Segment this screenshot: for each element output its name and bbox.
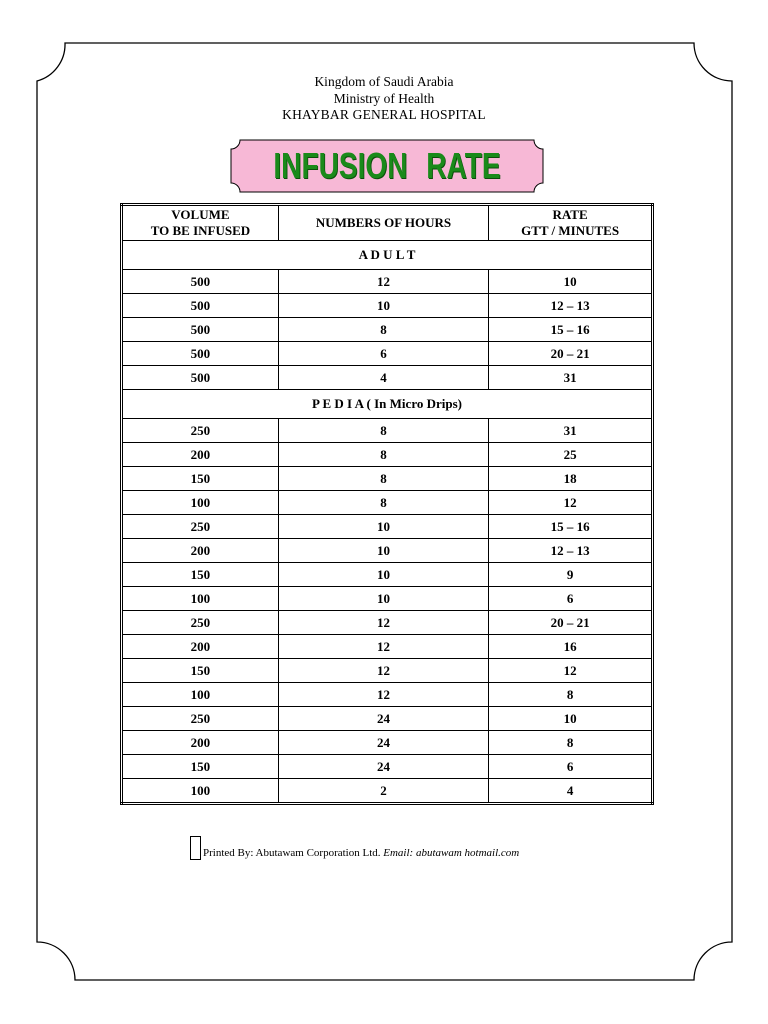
hours-cell: 24	[278, 707, 488, 731]
volume-cell: 200	[122, 635, 279, 659]
rate-cell: 6	[489, 755, 653, 779]
table-row	[122, 611, 653, 635]
hours-cell: 2	[278, 779, 488, 804]
table-row	[122, 515, 653, 539]
infusion-rate-table	[120, 203, 654, 805]
hours-cell: 12	[278, 683, 488, 707]
ministry-line: Ministry of Health	[333, 90, 435, 106]
hours-cell: 8	[278, 467, 488, 491]
rate-cell: 18	[489, 467, 653, 491]
volume-cell: 500	[122, 294, 279, 318]
table-row	[122, 270, 653, 294]
hours-cell: 8	[278, 318, 488, 342]
hours-cell: 12	[278, 659, 488, 683]
rate-cell: 15 – 16	[489, 515, 653, 539]
volume-cell: 100	[122, 587, 279, 611]
table-row	[122, 342, 653, 366]
table-row	[122, 491, 653, 515]
rate-cell: 8	[489, 683, 653, 707]
hours-cell: 10	[278, 539, 488, 563]
section-label-pedia: P E D I A ( In Micro Drips)	[122, 390, 653, 419]
hours-cell: 8	[278, 443, 488, 467]
hours-cell: 8	[278, 491, 488, 515]
rate-cell: 10	[489, 270, 653, 294]
volume-cell: 200	[122, 539, 279, 563]
rate-cell: 16	[489, 635, 653, 659]
table-row	[122, 443, 653, 467]
volume-cell: 500	[122, 270, 279, 294]
table-row	[122, 419, 653, 443]
section-row-adult	[122, 241, 653, 270]
volume-cell: 500	[122, 318, 279, 342]
document-header	[0, 74, 768, 124]
hours-cell: 12	[278, 635, 488, 659]
volume-cell: 150	[122, 563, 279, 587]
volume-cell: 500	[122, 366, 279, 390]
footer	[190, 836, 690, 860]
rate-cell: 12 – 13	[489, 294, 653, 318]
hospital-line: KHAYBAR GENERAL HOSPITAL	[282, 107, 486, 122]
table-row	[122, 467, 653, 491]
rate-cell: 31	[489, 366, 653, 390]
rate-cell: 25	[489, 443, 653, 467]
volume-cell: 250	[122, 419, 279, 443]
volume-cell: 200	[122, 443, 279, 467]
volume-cell: 150	[122, 467, 279, 491]
table-row	[122, 779, 653, 804]
rate-cell: 8	[489, 731, 653, 755]
email-text: Email: abutawam hotmail.com	[383, 847, 520, 859]
missing-glyph-icon	[190, 836, 201, 860]
table-row	[122, 563, 653, 587]
volume-cell: 150	[122, 755, 279, 779]
hours-cell: 10	[278, 294, 488, 318]
rate-cell: 20 – 21	[489, 611, 653, 635]
table-row	[122, 683, 653, 707]
rate-cell: 4	[489, 779, 653, 804]
table-header-row	[122, 205, 653, 241]
hours-cell: 10	[278, 515, 488, 539]
hours-cell: 6	[278, 342, 488, 366]
table-row	[122, 659, 653, 683]
hours-cell: 10	[278, 587, 488, 611]
rate-cell: 9	[489, 563, 653, 587]
hours-cell: 8	[278, 419, 488, 443]
table-row	[122, 731, 653, 755]
rate-cell: 12 – 13	[489, 539, 653, 563]
hours-cell: 24	[278, 755, 488, 779]
title-banner	[230, 139, 544, 193]
table-row	[122, 635, 653, 659]
rate-cell: 15 – 16	[489, 318, 653, 342]
section-label-adult: A D U L T	[122, 241, 653, 270]
column-header-rate: RATE GTT / MINUTES	[489, 205, 653, 241]
rate-cell: 6	[489, 587, 653, 611]
table-row	[122, 755, 653, 779]
table-row	[122, 294, 653, 318]
column-header-volume: VOLUME TO BE INFUSED	[122, 205, 279, 241]
volume-cell: 100	[122, 491, 279, 515]
printed-by-text: Printed By: Abutawam Corporation Ltd.	[203, 847, 381, 859]
column-header-hours: NUMBERS OF HOURS	[278, 205, 488, 241]
table-row	[122, 539, 653, 563]
volume-cell: 200	[122, 731, 279, 755]
country-line: Kingdom of Saudi Arabia	[314, 74, 454, 89]
hours-cell: 4	[278, 366, 488, 390]
table-row	[122, 318, 653, 342]
table-row	[122, 366, 653, 390]
volume-cell: 250	[122, 515, 279, 539]
volume-cell: 250	[122, 611, 279, 635]
hours-cell: 12	[278, 611, 488, 635]
volume-cell: 100	[122, 779, 279, 804]
hours-cell: 10	[278, 563, 488, 587]
rate-cell: 31	[489, 419, 653, 443]
volume-cell: 250	[122, 707, 279, 731]
table-row	[122, 707, 653, 731]
rate-cell: 10	[489, 707, 653, 731]
table-row	[122, 587, 653, 611]
volume-cell: 150	[122, 659, 279, 683]
section-row-pedia	[122, 390, 653, 419]
rate-cell: 12	[489, 491, 653, 515]
rate-cell: 12	[489, 659, 653, 683]
page-title: INFUSION RATE	[273, 145, 501, 186]
rate-cell: 20 – 21	[489, 342, 653, 366]
volume-cell: 500	[122, 342, 279, 366]
hours-cell: 24	[278, 731, 488, 755]
hours-cell: 12	[278, 270, 488, 294]
volume-cell: 100	[122, 683, 279, 707]
